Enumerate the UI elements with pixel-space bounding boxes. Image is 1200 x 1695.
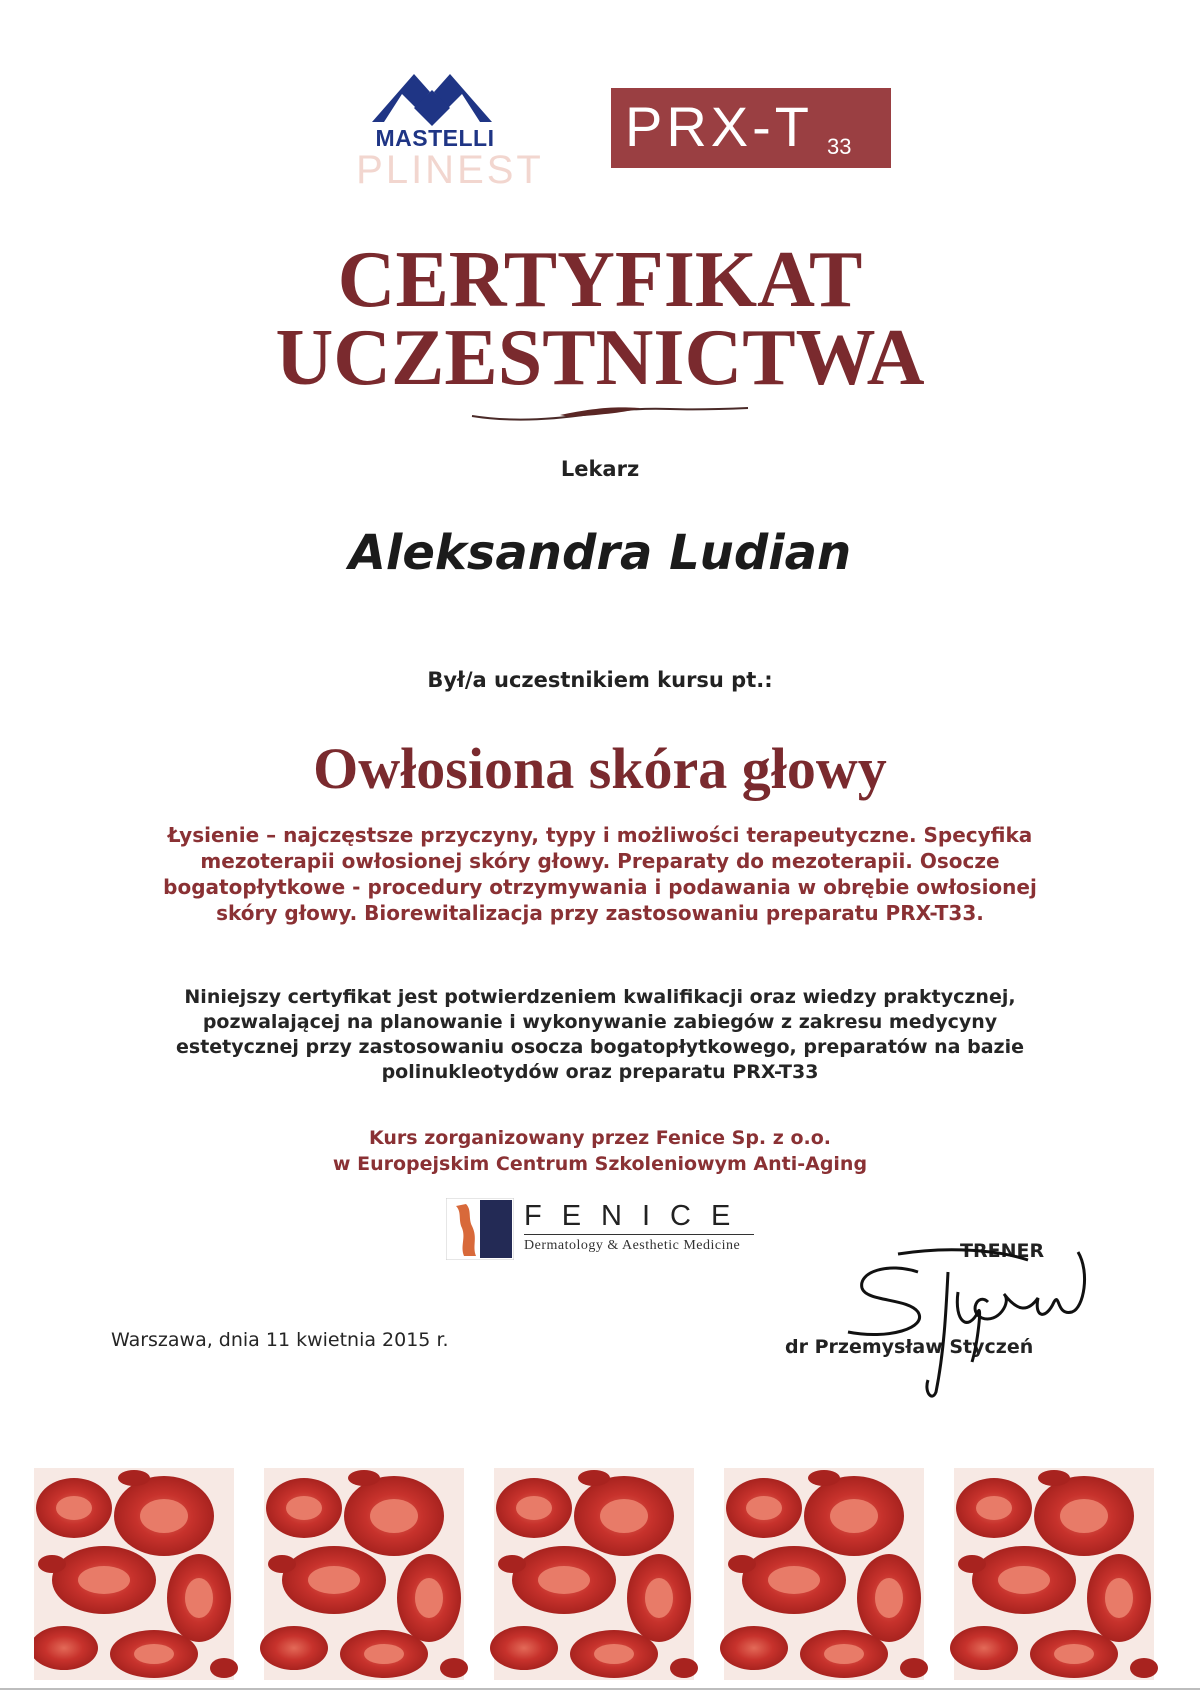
blood-cells-band <box>34 1468 1164 1680</box>
trainer-signature <box>828 1232 1108 1402</box>
blood-cells-tile <box>720 1468 928 1680</box>
title-flourish-ornament <box>470 400 750 424</box>
mastelli-plinest-logo <box>350 70 550 190</box>
trainer-label: TRENER <box>960 1240 1045 1262</box>
certificate-title-line1: CERTYFIKAT <box>337 236 863 324</box>
prx-subscript: 33 <box>827 134 852 159</box>
course-title: Owłosiona skóra głowy <box>313 736 887 801</box>
fenice-logo <box>446 1198 756 1262</box>
blood-cells-tile <box>950 1468 1158 1680</box>
fenice-tagline: Dermatology & Aesthetic Medicine <box>524 1238 741 1253</box>
scan-edge-line <box>0 1688 1200 1690</box>
organizer-block <box>150 1125 1050 1177</box>
participant-role: Lekarz <box>560 457 640 481</box>
participation-statement: Był/a uczestnikiem kursu pt.: <box>427 668 773 692</box>
organizer-line-2: w Europejskim Centrum Szkoleniowym Anti-Aging <box>332 1153 868 1175</box>
blood-cells-tile <box>260 1468 468 1680</box>
fenice-divider <box>524 1234 754 1235</box>
blood-cells-tile <box>490 1468 698 1680</box>
fenice-wordmark: FENICE <box>524 1200 751 1232</box>
plinest-wordmark: PLINEST <box>356 148 544 192</box>
trainer-name: dr Przemysław Styczeń <box>785 1336 1034 1358</box>
organizer-line-1: Kurs zorganizowany przez Fenice Sp. z o.o. <box>369 1127 831 1149</box>
participant-name: Aleksandra Ludian <box>348 525 852 581</box>
prx-wordmark: PRX-T <box>625 95 813 158</box>
course-description: Łysienie – najczęstsze przyczyny, typy i możliwości terapeutyczne. Specyfika mezoterapii owłosionej skóry głowy. Preparaty do mezoterapii. Osocze bogatopłytkowe - procedury otrzymywania i podawania w obrębie owłosionej skóry głowy. Biorewitalizacja przy zastosowaniu preparatu PRX-T33. <box>163 823 1037 925</box>
prx-t33-logo <box>611 88 891 168</box>
blood-cells-tile <box>34 1468 238 1680</box>
mastelli-mountain-icon <box>372 70 492 128</box>
mastelli-wordmark: MASTELLI <box>375 125 495 151</box>
certificate-title-line2: UCZESTNICTWA <box>275 314 925 402</box>
place-and-date: Warszawa, dnia 11 kwietnia 2015 r. <box>111 1329 449 1351</box>
fenice-figure-icon <box>446 1198 514 1260</box>
qualification-statement: Niniejszy certyfikat jest potwierdzeniem kwalifikacji oraz wiedzy praktycznej, pozwalającej na planowanie i wykonywanie zabiegów z zakresu medycyny estetycznej przy zastosowaniu osocza bogatopłytkowego, preparatów na bazie polinukleotydów oraz preparatu PRX-T33 <box>176 986 1024 1083</box>
